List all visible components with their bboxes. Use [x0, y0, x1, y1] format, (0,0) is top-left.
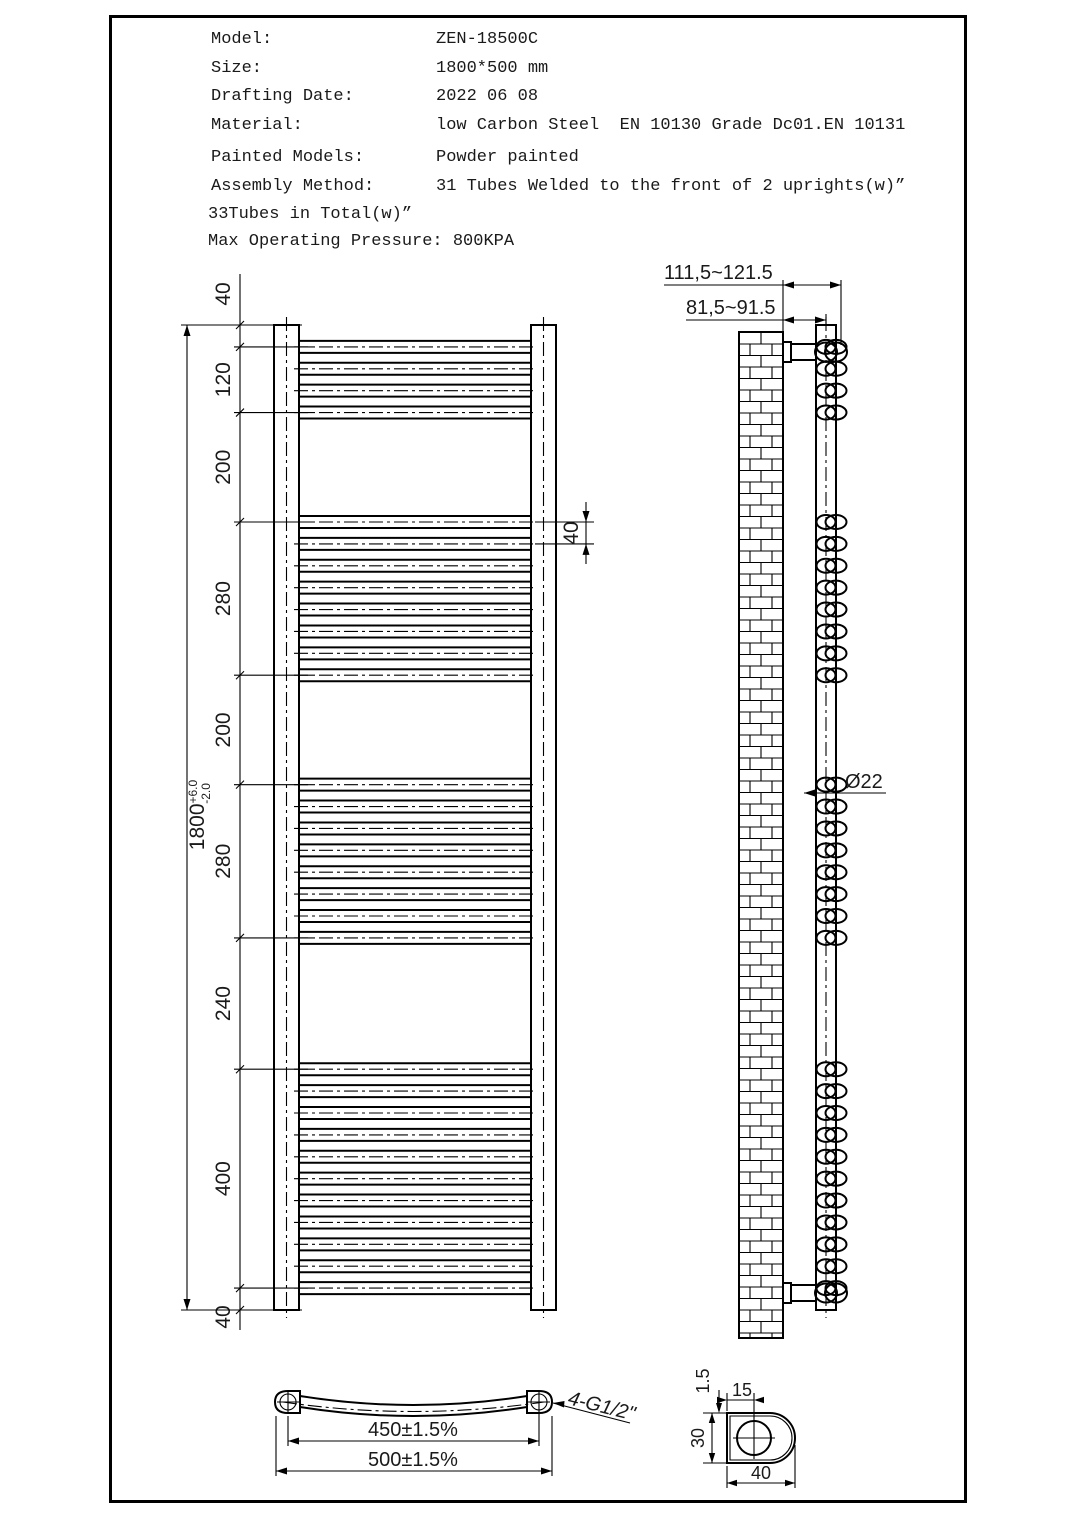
spec-line: Max Operating Pressure: 800KPA — [208, 232, 515, 251]
overall-arrow-bottom — [184, 1299, 191, 1310]
spec-label: Size: — [211, 59, 263, 78]
plan-overall-dim-label: 500±1.5% — [368, 1449, 458, 1471]
detail-view — [688, 1368, 795, 1488]
dia-leader-arrow — [804, 790, 815, 797]
bottom-bracket — [783, 1283, 847, 1303]
overall-arrow-top — [184, 325, 191, 336]
centers-dim-label: 450±1.5% — [368, 1419, 458, 1441]
spec-line: 33Tubes in Total(w)” — [208, 205, 413, 224]
chain-dimension — [212, 282, 312, 1328]
chain-dim-label: 120 — [212, 362, 235, 398]
chain-dim-label: 200 — [212, 449, 235, 485]
depth-dim-label: 30 — [688, 1427, 708, 1449]
pitch-arrow-2 — [583, 544, 590, 555]
chain-dim-label: 280 — [212, 843, 235, 879]
spec-value: 2022 06 08 — [436, 87, 539, 106]
wall-section — [739, 332, 783, 1338]
pitch-arrow-1 — [583, 511, 590, 522]
bracket-dim-label: 81,5~91.5 — [686, 297, 776, 319]
thickness-dim-label: 1.5 — [693, 1368, 713, 1394]
plan-view — [275, 1388, 638, 1476]
side-view — [664, 262, 886, 1338]
spec-value: 1800*500 mm — [436, 59, 549, 78]
chain-dim-label: 40 — [212, 1305, 235, 1329]
sv-dim2-arrow-r — [815, 317, 826, 324]
plan-tube-top-edge — [300, 1396, 527, 1405]
chain-dim-label: 400 — [212, 1161, 235, 1197]
front-view — [181, 274, 594, 1330]
spec-label: Assembly Method: — [211, 177, 375, 196]
chain-dim-label: 280 — [212, 581, 235, 617]
tube-diameter-label: Ø22 — [845, 771, 883, 793]
spec-label: Material: — [211, 116, 303, 135]
center-offset-dim-label: 15 — [731, 1380, 753, 1400]
top-bracket — [783, 342, 847, 362]
spec-label: Painted Models: — [211, 148, 365, 167]
side-tube-sections — [817, 340, 847, 1295]
spec-value: 31 Tubes Welded to the front of 2 uprights(w)” — [436, 177, 906, 196]
sv-dim1-arrow-l — [783, 282, 794, 289]
width-dim-label: 40 — [750, 1463, 772, 1483]
pitch-dim-label: 40 — [560, 521, 583, 545]
spec-value: ZEN-18500C — [436, 30, 539, 49]
wall-offset-dim-label: 111,5~121.5 — [664, 262, 773, 284]
chain-dim-label: 200 — [212, 712, 235, 748]
spec-label: Drafting Date: — [211, 87, 354, 106]
spec-value: Powder painted — [436, 148, 579, 167]
spec-label: Model: — [211, 30, 273, 49]
overall-dim-label: $1800^{+6.0}-2.0$ — [186, 779, 213, 851]
front-tubes — [294, 341, 536, 1294]
connection-thread-label: 4-G1/2" — [565, 1387, 638, 1426]
sv-dim2-arrow-l — [783, 317, 794, 324]
chain-dim-label: 240 — [212, 986, 235, 1022]
thread-leader-arrow — [553, 1401, 565, 1408]
chain-dim-label: 40 — [212, 282, 235, 306]
sv-dim1-arrow-r — [830, 282, 841, 289]
spec-value: low Carbon Steel EN 10130 Grade Dc01.EN 10131 — [436, 116, 906, 135]
